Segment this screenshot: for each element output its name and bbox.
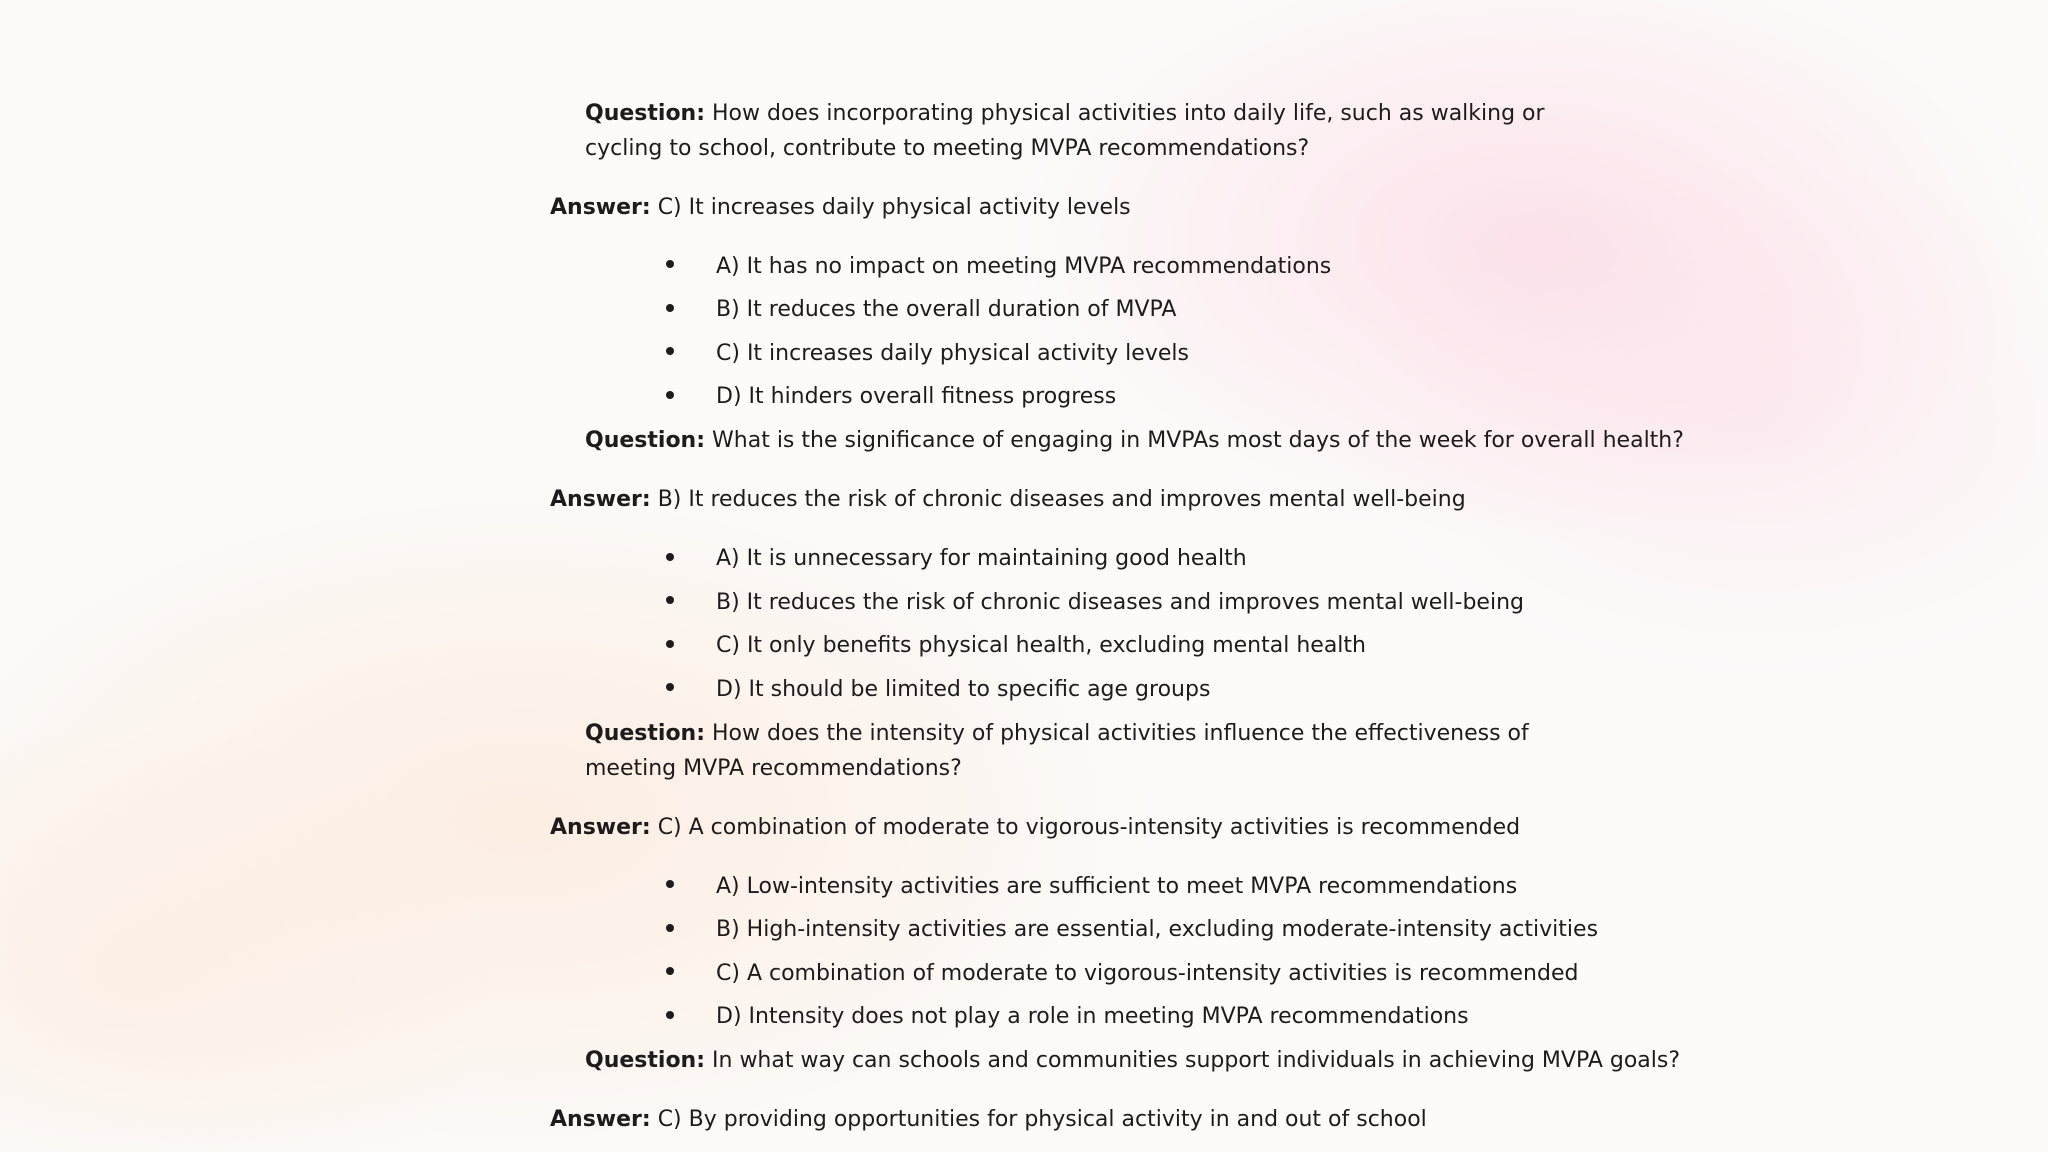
question-text: How does incorporating physical activities into daily life, such as walking or cycling to school, contribute to meeting MVPA recommendations? [585, 101, 1545, 161]
answer-3 [550, 810, 1520, 845]
answer-text: C) It increases daily physical activity levels [657, 195, 1131, 220]
bullet-icon [666, 1011, 674, 1019]
answer-text: C) A combination of moderate to vigorous-intensity activities is recommended [657, 815, 1521, 840]
option-3a: A) Low-intensity activities are sufficient to meet MVPA recommendations [716, 874, 1518, 899]
bullet-icon [666, 304, 674, 312]
bullet-icon [666, 596, 674, 604]
option-3d: D) Intensity does not play a role in meeting MVPA recommendations [716, 1004, 1469, 1029]
question-text: In what way can schools and communities support individuals in achieving MVPA goals? [712, 1048, 1681, 1073]
option-2d: D) It should be limited to specific age groups [716, 677, 1211, 702]
bullet-icon [666, 683, 674, 691]
bullet-icon [666, 391, 674, 399]
option-1a: A) It has no impact on meeting MVPA recommendations [716, 254, 1332, 279]
option-1c: C) It increases daily physical activity levels [716, 341, 1189, 366]
bullet-icon [666, 967, 674, 975]
option-2b: B) It reduces the risk of chronic diseases and improves mental well-being [716, 590, 1524, 615]
option-1d: D) It hinders overall fitness progress [716, 384, 1117, 409]
answer-1 [550, 190, 1131, 225]
question-text: What is the significance of engaging in MVPAs most days of the week for overall health? [712, 428, 1684, 453]
question-4 [585, 1043, 1685, 1078]
bullet-icon [666, 880, 674, 888]
bullet-icon [666, 924, 674, 932]
bullet-icon [666, 553, 674, 561]
question-1 [585, 96, 1545, 166]
option-3c: C) A combination of moderate to vigorous-intensity activities is recommended [716, 961, 1579, 986]
option-3b: B) High-intensity activities are essential, excluding moderate-intensity activities [716, 917, 1599, 942]
answer-label: Answer: [550, 487, 651, 512]
option-2a: A) It is unnecessary for maintaining good health [716, 546, 1247, 571]
answer-label: Answer: [550, 1107, 651, 1132]
bullet-icon [666, 640, 674, 648]
question-3 [585, 716, 1545, 786]
question-label: Question: [585, 1048, 706, 1073]
question-label: Question: [585, 101, 706, 126]
question-label: Question: [585, 721, 706, 746]
question-label: Question: [585, 428, 706, 453]
option-1b: B) It reduces the overall duration of MVPA [716, 297, 1177, 322]
answer-label: Answer: [550, 815, 651, 840]
answer-text: B) It reduces the risk of chronic diseases and improves mental well-being [657, 487, 1466, 512]
bullet-icon [666, 347, 674, 355]
answer-text: C) By providing opportunities for physical activity in and out of school [657, 1107, 1427, 1132]
answer-4 [550, 1102, 1427, 1137]
bullet-icon [666, 260, 674, 268]
answer-2 [550, 482, 1466, 517]
answer-label: Answer: [550, 195, 651, 220]
question-text: How does the intensity of physical activities influence the effectiveness of meeting MVPA recommendations? [585, 721, 1529, 781]
option-2c: C) It only benefits physical health, excluding mental health [716, 633, 1366, 658]
question-2 [585, 423, 1685, 458]
